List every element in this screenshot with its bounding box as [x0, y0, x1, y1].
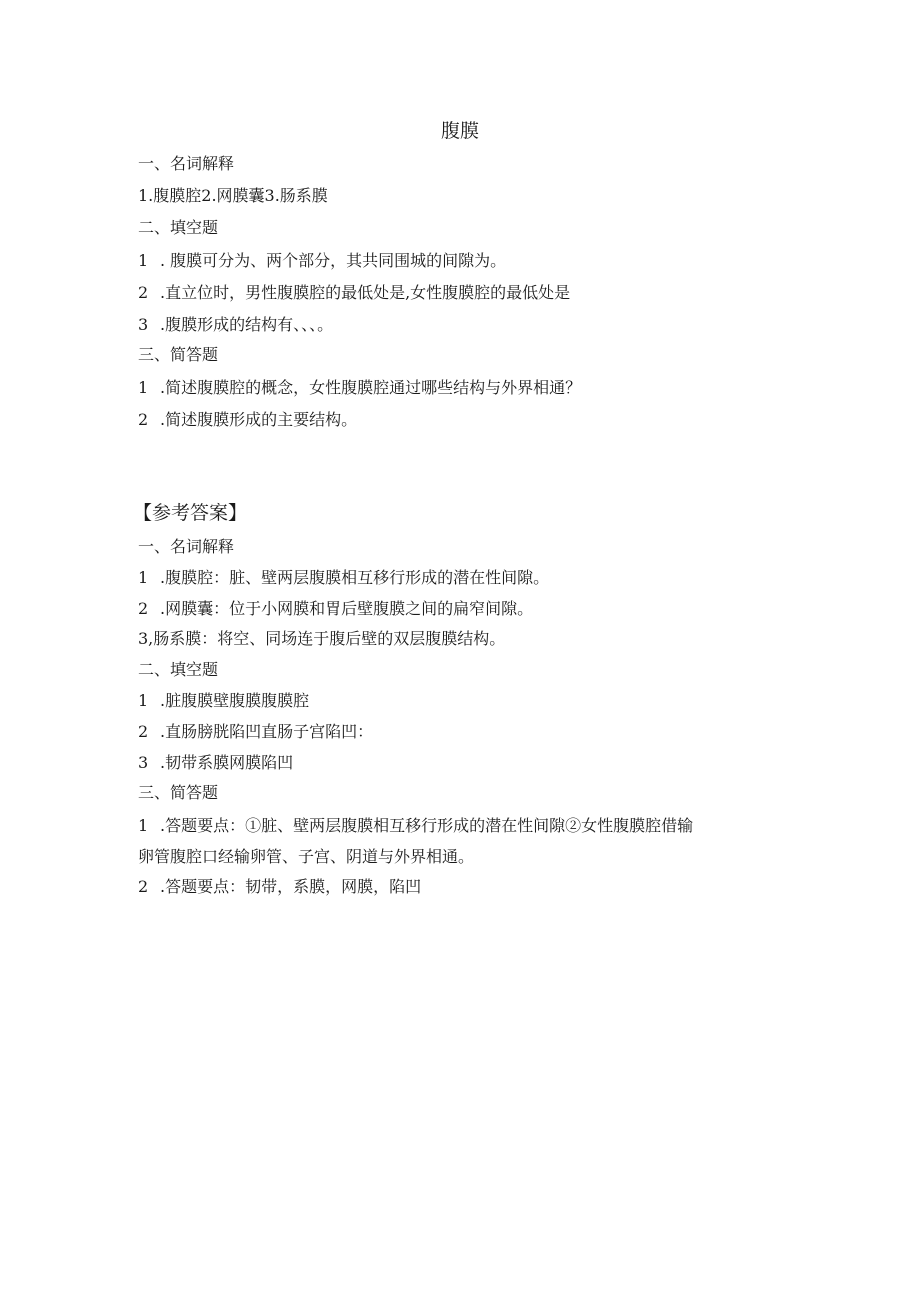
question-number: 1 [138, 251, 149, 270]
answer-text: .答题要点：韧带，系膜，网膜，陷凹 [160, 877, 422, 896]
section-heading-fill: 二、填空题 [138, 218, 219, 237]
answer-key-heading: 【参考答案】 [133, 502, 248, 524]
document-title: 腹膜 [440, 120, 479, 142]
answer-fill-2 [138, 721, 373, 743]
question-number: 2 [138, 283, 149, 302]
answer-text: .韧带系膜网膜陷凹 [160, 753, 294, 772]
answer-number: 1 [138, 816, 149, 835]
answer-number: 1 [138, 568, 149, 587]
question-text: .腹膜形成的结构有、、、。 [160, 315, 334, 334]
question-text: .直立位时，男性腹膜腔的最低处是,女性腹膜腔的最低处是 [160, 283, 571, 302]
terms-list: 1.腹膜腔2.网膜囊3.肠系膜 [138, 186, 328, 205]
answer-term-3: 3,肠系膜：将空、同场连于腹后壁的双层腹膜结构。 [138, 629, 506, 648]
answer-number: 2 [138, 599, 149, 618]
short-answer-question-1 [138, 377, 581, 399]
question-text: .简述腹膜腔的概念，女性腹膜腔通过哪些结构与外界相通？ [160, 378, 582, 397]
answer-number: 2 [138, 877, 149, 896]
question-number: 3 [138, 315, 149, 334]
fill-question-3 [138, 314, 333, 336]
answer-fill-3 [138, 752, 293, 774]
answer-text: .腹膜腔：脏、壁两层腹膜相互移行形成的潜在性间隙。 [160, 568, 550, 587]
fill-question-1 [138, 250, 506, 272]
answer-section-heading-terms: 一、名词解释 [138, 537, 235, 556]
question-text: .简述腹膜形成的主要结构。 [160, 410, 358, 429]
answer-number: 3 [138, 753, 149, 772]
answer-section-heading-short-answer: 三、简答题 [138, 783, 219, 802]
answer-section-heading-fill: 二、填空题 [138, 660, 219, 679]
answer-short-1-continued: 卵管腹腔口经输卵管、子宫、阴道与外界相通。 [138, 847, 475, 866]
answer-text: .脏腹膜壁腹膜腹膜腔 [160, 691, 310, 710]
answer-short-1 [138, 815, 693, 837]
answer-text: .直肠膀胱陷凹直肠子宫陷凹： [160, 722, 374, 741]
answer-term-2 [138, 598, 533, 620]
answer-number: 1 [138, 691, 149, 710]
answer-fill-1 [138, 690, 309, 712]
fill-question-2 [138, 282, 570, 304]
section-heading-short-answer: 三、简答题 [138, 345, 219, 364]
question-number: 1 [138, 378, 149, 397]
answer-text: .网膜囊：位于小网膜和胃后壁腹膜之间的扁窄间隙。 [160, 599, 534, 618]
question-text: . 腹膜可分为、两个部分，其共同围城的间隙为。 [160, 251, 507, 270]
section-heading-terms: 一、名词解释 [138, 154, 235, 173]
answer-term-1 [138, 567, 549, 589]
short-answer-question-2 [138, 409, 357, 431]
answer-number: 2 [138, 722, 149, 741]
question-number: 2 [138, 410, 149, 429]
answer-text: .答题要点：①脏、壁两层腹膜相互移行形成的潜在性间隙②女性腹膜腔借输 [160, 816, 694, 835]
answer-short-2 [138, 876, 421, 898]
